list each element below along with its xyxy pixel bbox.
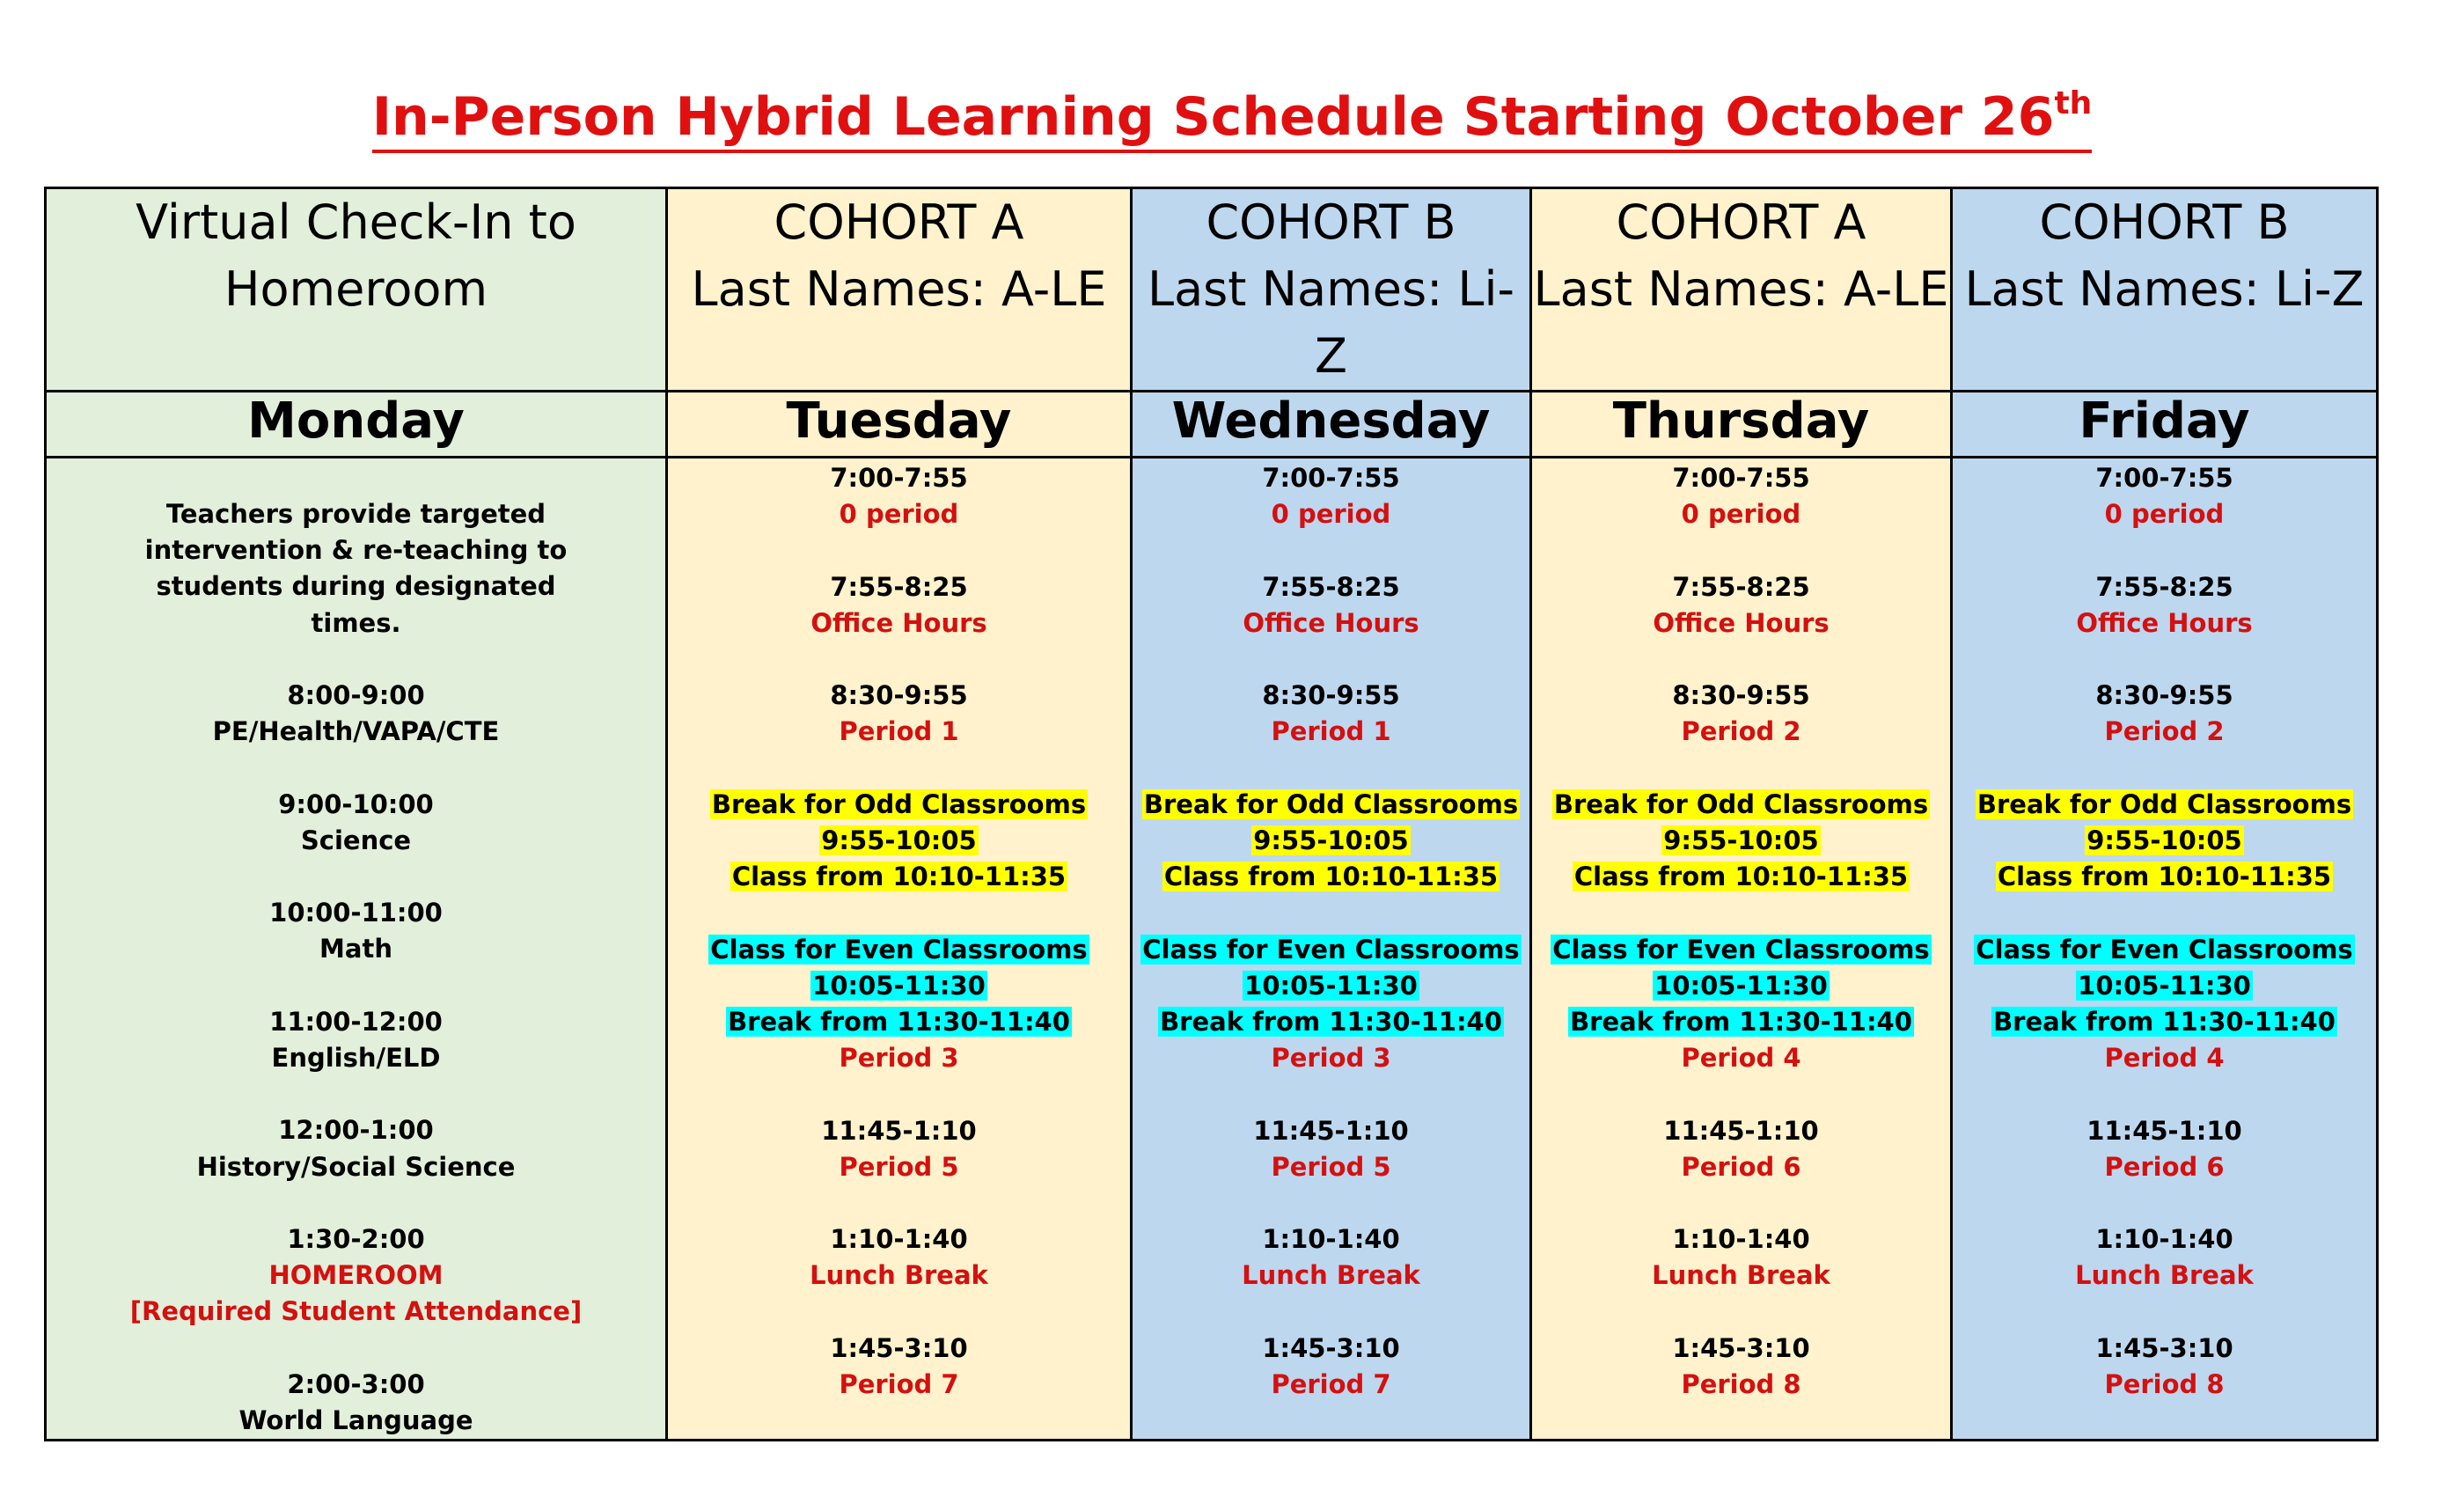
even-break-time: Break from 11:30-11:40 — [1160, 1006, 1502, 1037]
day-header-row — [46, 392, 2378, 458]
slot-time: 8:30-9:55 — [830, 680, 968, 711]
header-line1: COHORT B — [1206, 194, 1456, 250]
slot-label: Office Hours — [2076, 607, 2253, 638]
slot-time: 1:45-3:10 — [1672, 1332, 1810, 1363]
slot-label: Period 5 — [1271, 1151, 1391, 1182]
slot-time: 11:45-1:10 — [1663, 1115, 1819, 1146]
even-class-time: 10:05-11:30 — [2078, 970, 2251, 1001]
slot-label: Period 8 — [1681, 1368, 1801, 1399]
monday-intro: Teachers provide targeted intervention & re-teaching to students during designated times. — [144, 499, 568, 638]
slot-label: Period 7 — [1271, 1368, 1391, 1399]
slot-label: Period 1 — [839, 716, 959, 747]
day-wednesday: Wednesday — [1132, 392, 1531, 458]
slot-label: Lunch Break — [1652, 1260, 1830, 1291]
slot-time: 7:00-7:55 — [1672, 463, 1810, 493]
slot-label: Period 8 — [2104, 1368, 2225, 1399]
day-monday: Monday — [46, 392, 667, 458]
slot-time: 11:45-1:10 — [2086, 1115, 2242, 1146]
monday-time: 8:00-9:00 — [287, 680, 425, 710]
header-line2: Last Names: Li-Z — [1964, 261, 2365, 317]
slot-label: Period 6 — [1681, 1151, 1801, 1182]
slot-time: 8:30-9:55 — [2095, 680, 2233, 711]
monday-column — [46, 458, 667, 1441]
slot-time: 1:10-1:40 — [2095, 1224, 2233, 1255]
odd-break-time: 9:55-10:05 — [1253, 825, 1409, 855]
slot-time: 8:30-9:55 — [1262, 680, 1400, 711]
header-line1: COHORT B — [2039, 194, 2290, 250]
monday-subject: English/ELD — [271, 1042, 441, 1073]
slot-time: 7:00-7:55 — [1262, 463, 1400, 493]
slot-label: Lunch Break — [2075, 1260, 2254, 1291]
header-monday — [46, 188, 667, 392]
monday-subject: World Language — [238, 1404, 473, 1435]
header-line2: Last Names: Li-Z — [1147, 261, 1515, 384]
header-line1: COHORT A — [774, 194, 1024, 250]
monday-time: 2:00-3:00 — [287, 1368, 425, 1399]
monday-subject: Math — [319, 934, 392, 964]
odd-break-time: 9:55-10:05 — [2086, 825, 2242, 855]
odd-break-label: Break for Odd Classrooms — [711, 788, 1087, 819]
header-tuesday — [667, 188, 1132, 392]
even-class-time: 10:05-11:30 — [1244, 970, 1418, 1001]
slot-label: Lunch Break — [1242, 1260, 1420, 1291]
header-friday — [1952, 188, 2378, 392]
odd-break-label: Break for Odd Classrooms — [1553, 788, 1929, 819]
header-wednesday — [1132, 188, 1531, 392]
slot-label: 0 period — [2104, 499, 2225, 530]
header-line2: Last Names: A-LE — [691, 261, 1107, 317]
header-line2: Homeroom — [224, 261, 488, 317]
slot-label: Lunch Break — [810, 1260, 988, 1291]
slot-time: 1:10-1:40 — [1262, 1224, 1400, 1255]
slot-label: Period 3 — [839, 1043, 959, 1074]
slot-label: Period 1 — [1271, 716, 1391, 747]
title-text: In-Person Hybrid Learning Schedule Starting October 26 — [371, 86, 2055, 148]
slot-time: 7:00-7:55 — [2095, 463, 2233, 493]
page-title — [0, 84, 2464, 149]
slot-label: Office Hours — [1243, 607, 1419, 638]
even-class-label: Class for Even Classrooms — [1552, 934, 1930, 964]
schedule-table — [44, 187, 2379, 1441]
slot-label: Office Hours — [810, 607, 987, 638]
slot-time: 1:45-3:10 — [1262, 1332, 1400, 1363]
even-break-time: Break from 11:30-11:40 — [1570, 1006, 1912, 1037]
even-break-time: Break from 11:30-11:40 — [1993, 1006, 2336, 1037]
even-class-label: Class for Even Classrooms — [1976, 934, 2353, 964]
monday-homeroom-note: [Required Student Attendance] — [129, 1296, 583, 1327]
monday-subject: PE/Health/VAPA/CTE — [212, 716, 500, 747]
wednesday-column — [1132, 458, 1531, 1441]
odd-break-time: 9:55-10:05 — [1663, 825, 1819, 855]
odd-class-time: Class from 10:10-11:35 — [1997, 862, 2332, 892]
slot-label: Period 4 — [2104, 1043, 2225, 1074]
day-friday: Friday — [1952, 392, 2378, 458]
slot-label: 0 period — [1681, 499, 1801, 530]
day-tuesday: Tuesday — [667, 392, 1132, 458]
slot-label: Period 3 — [1271, 1043, 1391, 1074]
slot-time: 7:55-8:25 — [830, 571, 968, 602]
thursday-column — [1531, 458, 1952, 1441]
slot-label: Period 2 — [1681, 716, 1801, 747]
odd-class-time: Class from 10:10-11:35 — [731, 862, 1067, 892]
odd-class-time: Class from 10:10-11:35 — [1163, 862, 1499, 892]
even-break-time: Break from 11:30-11:40 — [728, 1006, 1070, 1037]
schedule-body-row — [46, 458, 2378, 1441]
slot-label: 0 period — [1271, 499, 1391, 530]
slot-time: 11:45-1:10 — [1253, 1115, 1409, 1146]
monday-time: 10:00-11:00 — [269, 898, 443, 928]
odd-class-time: Class from 10:10-11:35 — [1573, 862, 1909, 892]
slot-time: 1:45-3:10 — [830, 1332, 968, 1363]
monday-subject: Science — [300, 825, 412, 855]
monday-time: 9:00-10:00 — [278, 788, 434, 819]
even-class-time: 10:05-11:30 — [812, 970, 986, 1001]
odd-break-time: 9:55-10:05 — [821, 825, 977, 855]
header-thursday — [1531, 188, 1952, 392]
slot-time: 1:10-1:40 — [1672, 1224, 1810, 1255]
slot-time: 7:55-8:25 — [2095, 571, 2233, 602]
monday-time: 12:00-1:00 — [278, 1115, 434, 1146]
slot-time: 7:55-8:25 — [1672, 571, 1810, 602]
monday-time: 1:30-2:00 — [287, 1223, 425, 1254]
slot-time: 8:30-9:55 — [1672, 680, 1810, 711]
even-class-time: 10:05-11:30 — [1654, 970, 1828, 1001]
odd-break-label: Break for Odd Classrooms — [1976, 788, 2352, 819]
monday-time: 11:00-12:00 — [269, 1006, 443, 1037]
even-class-label: Class for Even Classrooms — [1142, 934, 1520, 964]
even-class-label: Class for Even Classrooms — [710, 934, 1088, 964]
monday-subject: History/Social Science — [196, 1151, 516, 1182]
slot-label: 0 period — [839, 499, 959, 530]
day-thursday: Thursday — [1531, 392, 1952, 458]
title-superscript: th — [2054, 85, 2093, 121]
slot-label: Period 5 — [839, 1151, 959, 1182]
slot-label: Period 4 — [1681, 1043, 1801, 1074]
header-line1: COHORT A — [1616, 194, 1866, 250]
friday-column — [1952, 458, 2378, 1441]
slot-label: Period 2 — [2104, 716, 2225, 747]
header-line1: Virtual Check-In to — [136, 194, 576, 250]
slot-time: 1:10-1:40 — [830, 1224, 968, 1255]
monday-homeroom: HOMEROOM — [268, 1260, 444, 1291]
slot-label: Office Hours — [1653, 607, 1830, 638]
cohort-header-row — [46, 188, 2378, 392]
odd-break-label: Break for Odd Classrooms — [1143, 788, 1519, 819]
slot-label: Period 6 — [2104, 1151, 2225, 1182]
slot-time: 11:45-1:10 — [821, 1115, 977, 1146]
slot-time: 1:45-3:10 — [2095, 1332, 2233, 1363]
slot-label: Period 7 — [839, 1368, 959, 1399]
slot-time: 7:55-8:25 — [1262, 571, 1400, 602]
header-line2: Last Names: A-LE — [1533, 261, 1949, 317]
tuesday-column — [667, 458, 1132, 1441]
slot-time: 7:00-7:55 — [830, 463, 968, 493]
